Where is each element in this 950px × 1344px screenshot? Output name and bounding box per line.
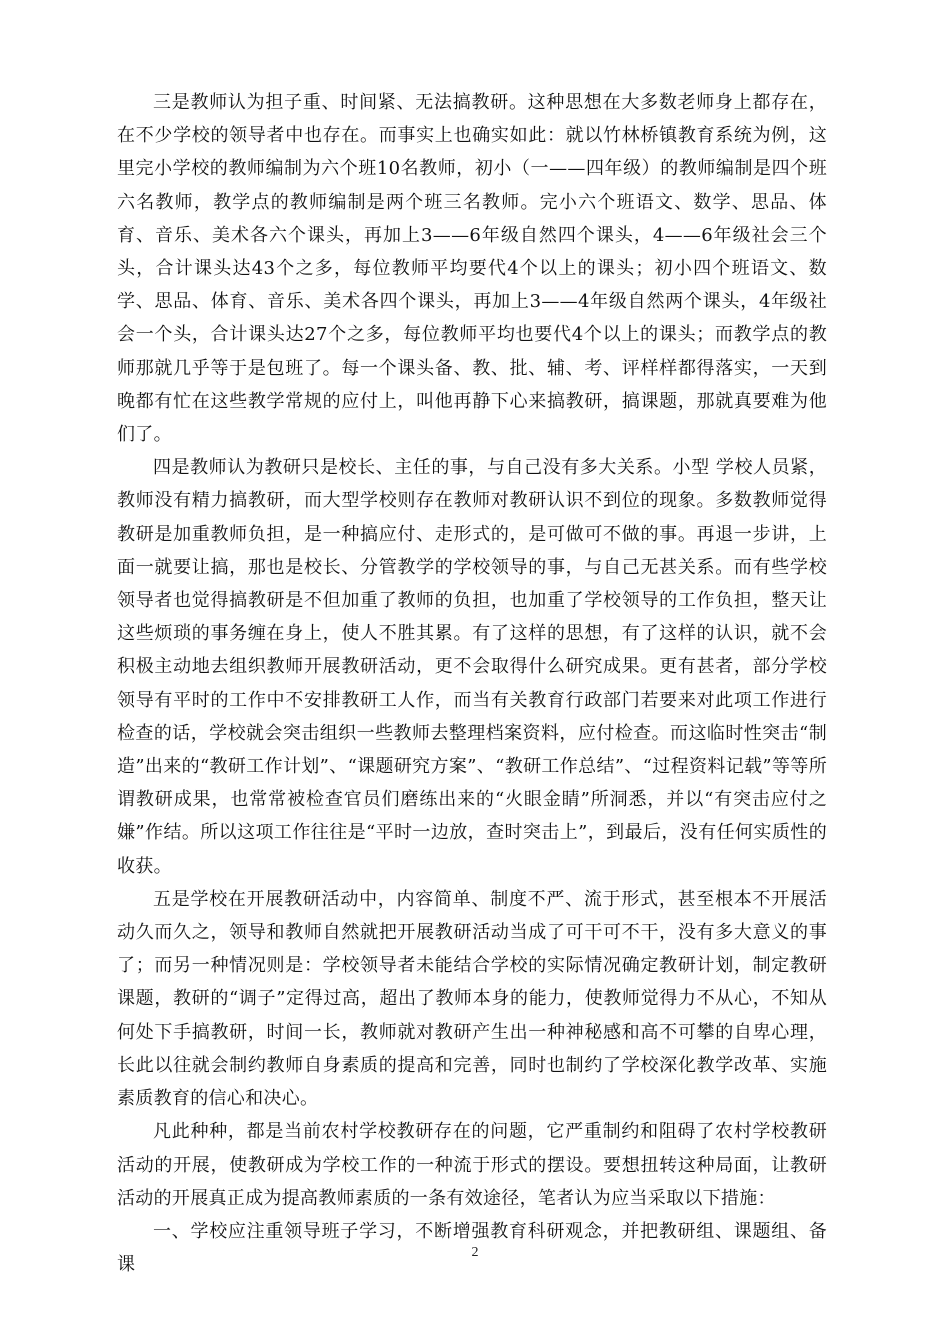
paragraph-2: 四是教师认为教研只是校长、主任的事，与自己没有多大关系。小型 学校人员紧，教师没有精力搞教研，而大型学校则存在教师对教研认识不到位的现象。多数教师觉得教研是加重教师负担，是一种搞应付、走形式的，是可做可不做的事。再退一步讲，上面一就要让搞，那也是校长、分管教学的学校领导的事，与自己无甚关系。而有些学校领导者也觉得搞教研是不但加重了教师的负担，也加重了学校领导的工作负担，整天让这些烦琐的事务缠在身上，使人不胜其累。有了这样的思想，有了这样的认识，就不会积极主动地去组织教师开展教研活动，更不会取得什么研究成果。更有甚者，部分学校领导有平时的工作中不安排教研工人作，而当有关教育行政部门若要来对此项工作进行检查的话，学校就会突击组织一些教师去整理档案资料，应付检查。而这临时性突击“制造”出来的“教研工作计划”、“课题研究方案”、“教研工作总结”、“过程资料记载”等等所谓教研成果，也常常被检查官员们磨练出来的“火眼金睛”所洞悉，并以“有突击应付之嫌”作结。所以这项工作往往是“平时一边放，查时突击上”，到最后，没有任何实质性的收获。	[117, 457, 827, 877]
paragraph-5: 一、学校应注重领导班子学习，不断增强教育科研观念，并把教研组、课题组、备课	[117, 1220, 827, 1276]
document-body	[117, 86, 827, 1281]
paragraph-1: 三是教师认为担子重、时间紧、无法搞教研。这种思想在大多数老师身上都存在，在不少学校的领导者中也存在。而事实上也确实如此：就以竹林桥镇教育系统为例，这里完小学校的教师编制为六个班10名教师，初小（一——四年级）的教师编制是四个班六名教师，教学点的教师编制是两个班三名教师。完小六个班语文、数学、思品、体育、音乐、美术各六个课头，再加上3——6年级自然四个课头，4——6年级社会三个头，合计课头达43个之多，每位教师平均要代4个以上的课头；初小四个班语文、数学、思品、体育、音乐、美术各四个课头，再加上3——4年级自然两个课头，4年级社会一个头，合计课头达27个之多，每位教师平均也要代4个以上的课头；而教学点的教师那就几乎等于是包班了。每一个课头备、教、批、辅、考、评样样都得落实，一天到晚都有忙在这些教学常规的应付上，叫他再静下心来搞教研，搞课题，那就真要难为他们了。	[117, 92, 827, 446]
paragraph-4: 凡此种种，都是当前农村学校教研存在的问题，它严重制约和阻碍了农村学校教研活动的开展，使教研成为学校工作的一种流于形式的摆设。要想扭转这种局面，让教研活动的开展真正成为提高教师素质的一条有效途径，笔者认为应当采取以下措施：	[117, 1121, 827, 1209]
paragraph-3: 五是学校在开展教研活动中，内容简单、制度不严、流于形式，甚至根本不开展活动久而久之，领导和教师自然就把开展教研活动当成了可干可不干，没有多大意义的事了；而另一种情况则是：学校领导者未能结合学校的实际情况确定教研计划，制定教研课题，教研的“调子”定得过高，超出了教师本身的能力，使教师觉得力不从心，不知从何处下手搞教研，时间一长，教师就对教研产生出一种神秘感和高不可攀的自卑心理，长此以往就会制约教师自身素质的提高和完善，同时也制约了学校深化教学改革、实施素质教育的信心和决心。	[117, 888, 827, 1110]
page-number: 2	[471, 1245, 479, 1260]
